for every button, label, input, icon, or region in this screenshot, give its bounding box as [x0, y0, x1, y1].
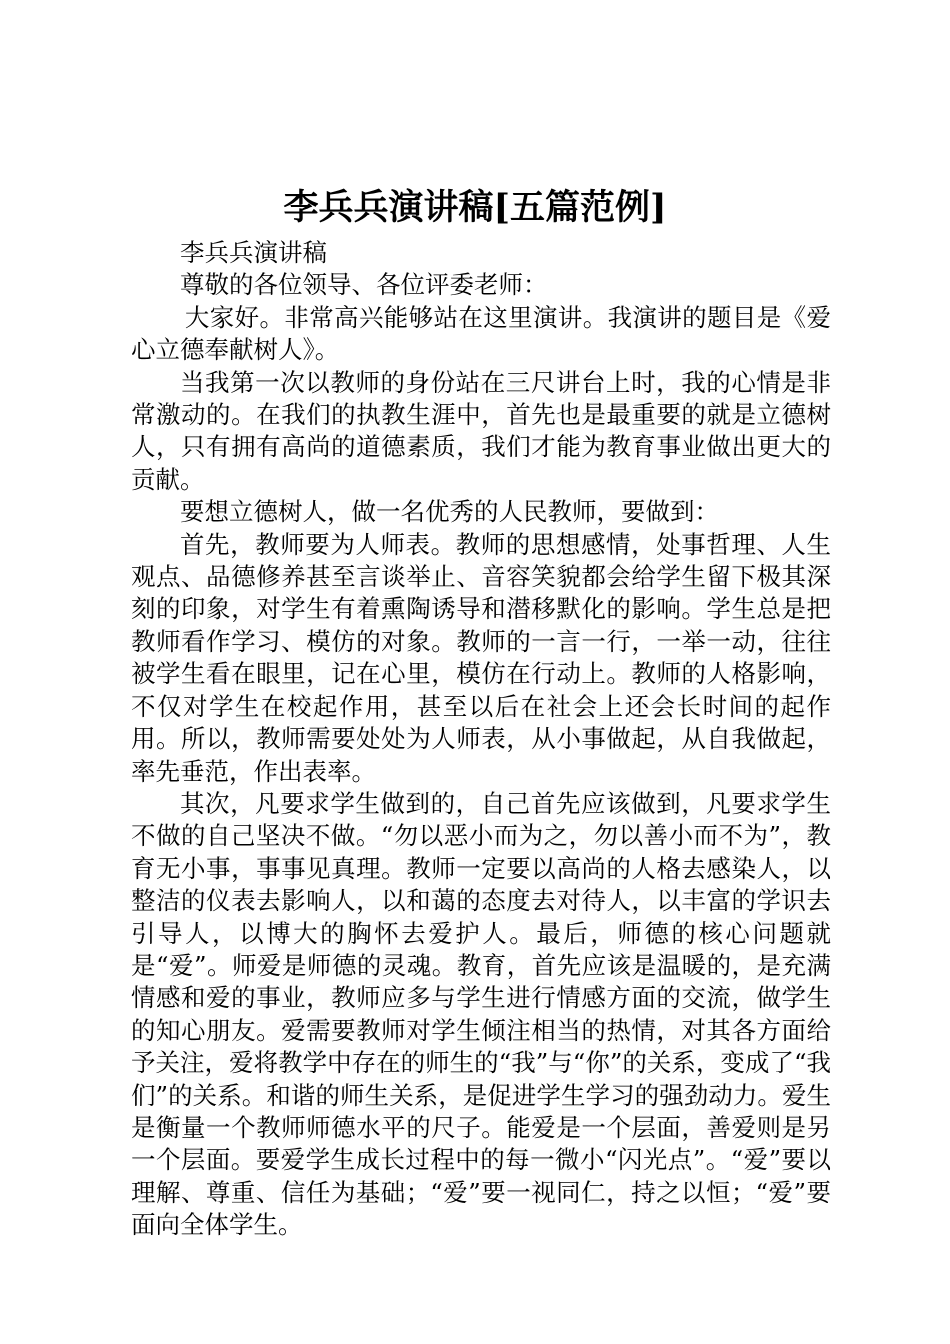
paragraph-subtitle: 李兵兵演讲稿	[180, 238, 327, 267]
paragraph-requirements: 要想立德树人，做一名优秀的人民教师，要做到：	[180, 497, 719, 527]
paragraph-greeting: 大家好。非常高兴能够站在这里演讲。我演讲的题目是《爱心立德奉献树人》。	[131, 302, 831, 365]
paragraph-first-time: 当我第一次以教师的身份站在三尺讲台上时，我的心情是非常激动的。在我们的执教生涯中，首先也是最重要的就是立德树人，只有拥有高尚的道德素质，我们才能为教育事业做出更大的贡献。	[131, 367, 831, 494]
paragraph-salutation: 尊敬的各位领导、各位评委老师：	[180, 270, 548, 300]
document-title: 李兵兵演讲稿[五篇范例]	[283, 187, 667, 228]
paragraph-role-model: 首先，教师要为人师表。教师的思想感情，处事哲理、人生观点、品德修养甚至言谈举止、音容笑貌都会给学生留下极其深刻的印象，对学生有着熏陶诱导和潜移默化的影响。学生总是把教师看作学习、模仿的对象。教师的一言一行，一举一动，往往被学生看在眼里，记在心里，模仿在行动上。教师的人格影响，不仅对学生在校起作用，甚至以后在社会上还会长时间的起作用。所以，教师需要处处为人师表，从小事做起，从自我做起，率先垂范，作出表率。	[131, 529, 831, 786]
document-body	[131, 237, 831, 1242]
paragraph-love: 其次，凡要求学生做到的，自己首先应该做到，凡要求学生不做的自己坚决不做。“勿以恶小而为之，勿以善小而不为”，教育无小事，事事见真理。教师一定要以高尚的人格去感染人，以整洁的仪表去影响人，以和蔼的态度去对待人，以丰富的学识去引导人，以博大的胸怀去爱护人。最后，师德的核心问题就是“爱”。师爱是师德的灵魂。教育，首先应该是温暖的，是充满情感和爱的事业，教师应多与学生进行情感方面的交流，做学生的知心朋友。爱需要教师对学生倾注相当的热情，对其各方面给予关注，爱将教学中存在的师生的“我”与“你”的关系，变成了“我们”的关系。和谐的师生关系，是促进学生学习的强劲动力。爱生是衡量一个教师师德水平的尺子。能爱是一个层面，善爱则是另一个层面。要爱学生成长过程中的每一微小“闪光点”。“爱”要以理解、尊重、信任为基础；“爱”要一视同仁，持之以恒；“爱”要面向全体学生。	[131, 788, 831, 1240]
